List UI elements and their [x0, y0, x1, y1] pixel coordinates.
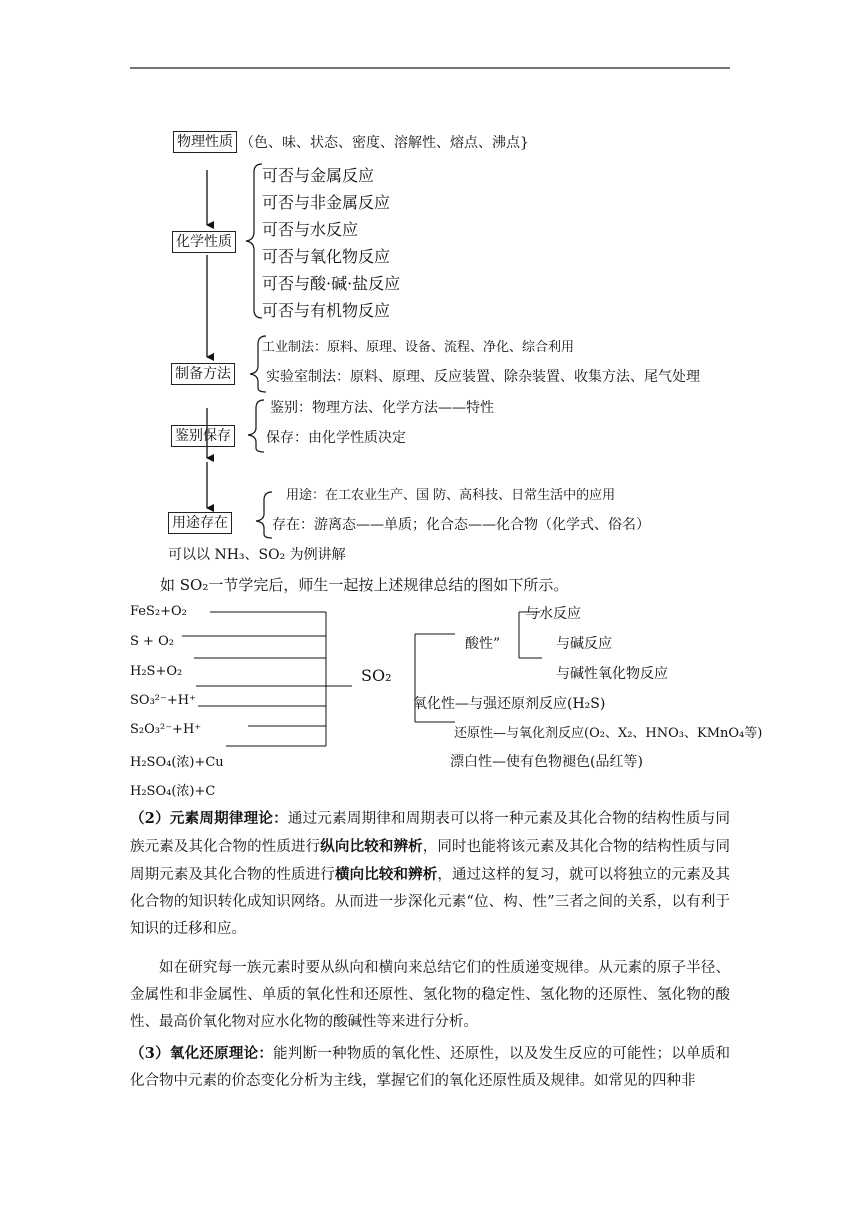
reducing-property: 还原性—与氧化剂反应(O₂、X₂、HNO₃、KMnO₄等) [454, 726, 763, 741]
chemical-item: 可否与水反应 [262, 220, 359, 239]
reactant: SO₃²⁻+H⁺ [130, 693, 196, 708]
section-2-text: ，通过这样的复习，就可以将独立的元素及其化合物的知识转化成知识网络。从而进一步深化元素“位、构、性”三者之间的关系，以有利于知识的迁移和应。 [130, 867, 731, 937]
section-3-number: （3） [130, 1045, 170, 1062]
section-2-text: ，同时也能将该元素及其化合物的结构性质与同周期元素及其化合物的性质进行 [130, 839, 731, 883]
intro-line: 如 SO₂一节学完后，师生一起按上述规律总结的图如下所示。 [160, 576, 569, 594]
bleaching-property: 漂白性—使有色物褪色(品红等) [450, 754, 643, 770]
reactant: H₂SO₄(浓)+C [130, 784, 216, 799]
node-chemical-properties: 化学性质 [172, 231, 236, 253]
acidity-item: 与水反应 [525, 606, 581, 622]
section-2-title: 元素周期律理论： [169, 810, 288, 827]
example-line: 可以以 NH₃、SO₂ 为例讲解 [168, 547, 346, 563]
chemical-item: 可否与氧化物反应 [262, 247, 391, 266]
brace-chemical [246, 164, 262, 318]
chemical-item: 可否与酸·碱·盐反应 [262, 274, 401, 293]
section-3-paragraph [130, 1040, 730, 1095]
reactant: FeS₂+O₂ [130, 604, 187, 619]
usage-item: 用途：在工农业生产、国 防、高科技、日常生活中的应用 [286, 488, 616, 503]
chemical-item: 可否与有机物反应 [262, 301, 391, 320]
preparation-item: 工业制法：原料、原理、设备、流程、净化、综合利用 [262, 340, 575, 355]
node-usage-existence: 用途存在 [168, 512, 232, 534]
reactant: H₂SO₄(浓)+Cu [130, 755, 224, 770]
preparation-item: 实验室制法：原料、原理、反应装置、除杂装置、收集方法、尾气处理 [266, 369, 700, 385]
section-2-bold: 横向比较和辨析 [334, 866, 438, 883]
node-preparation-methods: 制备方法 [171, 363, 235, 385]
brace-identification [248, 400, 264, 452]
section-2-paragraph [130, 805, 730, 943]
chemical-item: 可否与金属反应 [262, 166, 375, 185]
node-physical-properties: 物理性质 [173, 131, 237, 153]
reactant: S + O₂ [130, 634, 174, 649]
acidity-label: 酸性” [465, 636, 501, 652]
identification-item: 鉴别：物理方法、化学方法——特性 [270, 400, 494, 416]
section-2-paragraph-2: 如在研究每一族元素时要从纵向和横向来总结它们的性质递变规律。从元素的原子半径、金属性和非金属性、单质的氧化性和还原性、氢化物的稳定性、氢化物的还原性、氢化物的酸性、最高价氧化物对应水化物的酸碱性等来进行分析。 [130, 960, 730, 1030]
section-3-text: 能判断一种物质的氧化性、还原性，以及发生反应的可能性；以单质和化合物中元素的价态变化分析为主线，掌握它们的氧化还原性质及规律。如常见的四种非 [130, 1046, 731, 1089]
reactant: H₂S+O₂ [130, 664, 183, 679]
acidity-item: 与碱反应 [556, 636, 612, 652]
brace-usage [256, 492, 272, 538]
chemical-item: 可否与非金属反应 [262, 193, 391, 212]
section-2-number: （2） [130, 810, 170, 827]
section-2-bold: 纵向比较和辨析 [320, 838, 423, 855]
acidity-item: 与碱性氧化物反应 [556, 666, 668, 682]
so2-center: SO₂ [361, 666, 392, 685]
identification-item: 保存：由化学性质决定 [266, 430, 406, 446]
usage-item: 存在：游离态——单质；化合态——化合物（化学式、俗名） [272, 517, 650, 533]
oxidizing-property: 氧化性—与强还原剂反应(H₂S) [413, 696, 606, 712]
section-3-title: 氧化还原理论： [169, 1045, 274, 1062]
section-2-text: 通过元素周期律和周期表可以将一种元素及其化合物的结构性质与同族元素及其化合物的性质进行 [130, 811, 731, 855]
reactant: S₂O₃²⁻+H⁺ [130, 722, 202, 737]
node-identification-storage: 鉴别保存 [171, 425, 235, 447]
physical-properties-detail: （色、味、状态、密度、溶解性、熔点、沸点} [240, 135, 529, 151]
